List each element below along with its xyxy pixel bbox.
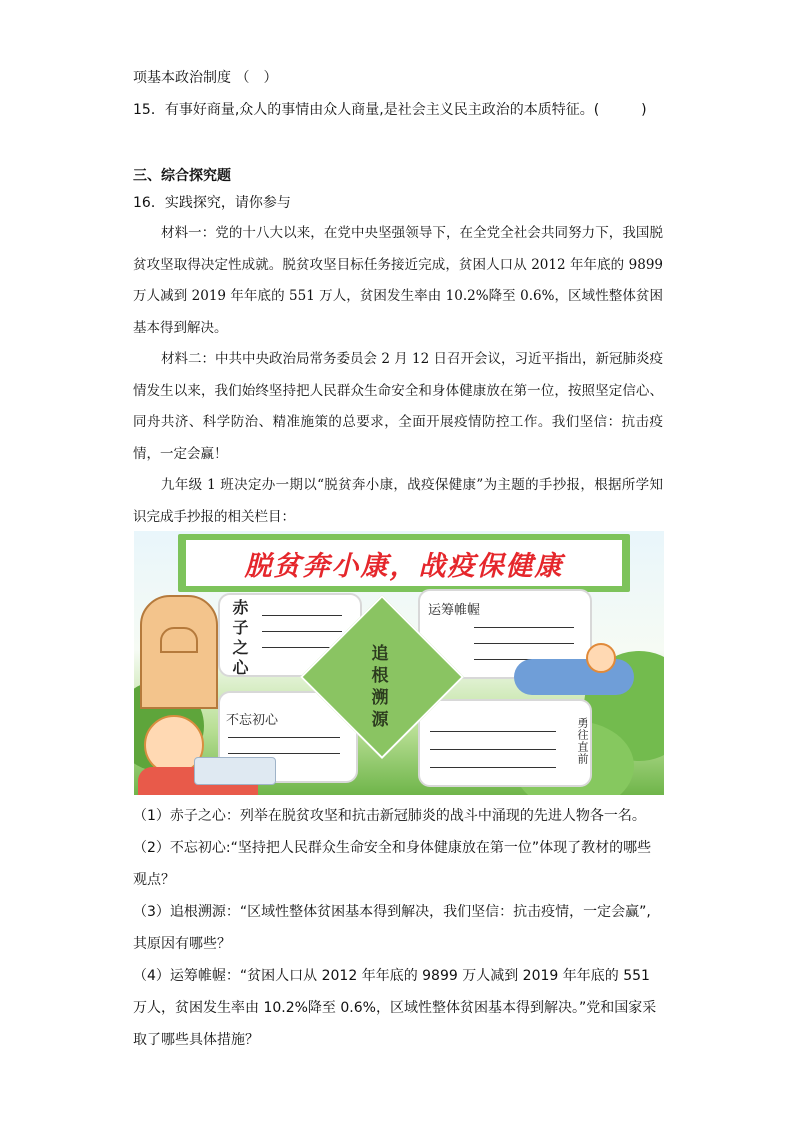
sub-question-2-text: （2）不忘初心:“坚持把人民群众生命安全和身体健康放在第一位”体现了教材的哪些观点？ — [133, 840, 652, 888]
answer-line — [262, 631, 342, 632]
item-14-tail: 项基本政治制度 （ ） — [133, 70, 278, 86]
board-yunchou-title: 运筹帷幄 — [428, 603, 481, 618]
sub-question-4-text: （4）运筹帷幄：“贫困人口从 2012 年年底的 9899 万人减到 2019 年年底的 551 万人，贫困发生率由 10.2%降至 0.6%，区域性整体贫困基本得到解决。”党和国家采取了哪些具体措施？ — [133, 968, 657, 1048]
poster-illustration — [134, 531, 664, 795]
intro-text: 九年级 1 班决定办一期以“脱贫奔小康，战疫保健康”为主题的手抄报，根据所学知识完成手抄报的相关栏目： — [133, 477, 663, 525]
board-chizi-title: 赤子之心 — [230, 599, 249, 679]
material-2 — [133, 344, 663, 470]
material-2-text: 材料二：中共中央政治局常务委员会 2 月 12 日召开会议，习近平指出，新冠肺炎疫情发生以来，我们始终坚持把人民群众生命安全和身体健康放在第一位，按照坚定信心、同舟共济、科学防治、精准施策的总要求，全面开展疫情防控工作。我们坚信：抗击疫情，一定会赢！ — [133, 351, 663, 462]
section-heading: 三、综合探究题 — [133, 168, 231, 184]
answer-line — [262, 615, 342, 616]
item-15: 15．有事好商量,众人的事情由众人商量,是社会主义民主政治的本质特征。( ) — [133, 102, 647, 118]
sub-question-3 — [133, 896, 663, 960]
poster-banner-inner — [186, 540, 622, 586]
patient-bed — [514, 659, 634, 695]
board-yongwang-title: 勇往直前 — [576, 717, 589, 765]
board-yongwang — [418, 699, 592, 787]
answer-line — [228, 737, 340, 738]
house-shape — [140, 595, 218, 709]
house-window — [160, 627, 198, 653]
answer-line — [430, 767, 556, 768]
sink-shape — [194, 757, 276, 785]
material-1-text: 材料一：党的十八大以来，在党中央坚强领导下，在全党全社会共同努力下，我国脱贫攻坚取得决定性成就。脱贫攻坚目标任务接近完成，贫困人口从 2012 年年底的 9899 万人减到 2019 年年底的 551 万人，贫困发生率由 10.2%降至 0.6%，区域性整体贫困基本得到解决。 — [133, 225, 663, 336]
answer-line — [474, 643, 574, 644]
question-16-title: 16．实践探究，请你参与 — [133, 195, 291, 211]
intro-paragraph — [133, 470, 663, 533]
answer-line — [474, 627, 574, 628]
poster-title: 脱贫奔小康，战疫保健康 — [244, 550, 564, 582]
poster-banner — [178, 534, 630, 592]
answer-line — [430, 749, 556, 750]
material-1 — [133, 218, 663, 344]
sub-question-3-text: （3）追根溯源：“区域性整体贫困基本得到解决，我们坚信：抗击疫情，一定会赢”,其原因有哪些？ — [133, 904, 651, 952]
sub-question-1 — [133, 800, 663, 832]
sub-question-4 — [133, 960, 663, 1056]
answer-line — [430, 731, 556, 732]
sub-question-1-text: （1）赤子之心：列举在脱贫攻坚和抗击新冠肺炎的战斗中涌现的先进人物各一名。 — [133, 808, 646, 824]
patient-head — [586, 643, 616, 673]
board-buwang-title: 不忘初心 — [226, 713, 279, 728]
answer-line — [228, 753, 340, 754]
center-diamond-title: 追根溯源 — [371, 644, 389, 730]
sub-question-2 — [133, 832, 663, 896]
